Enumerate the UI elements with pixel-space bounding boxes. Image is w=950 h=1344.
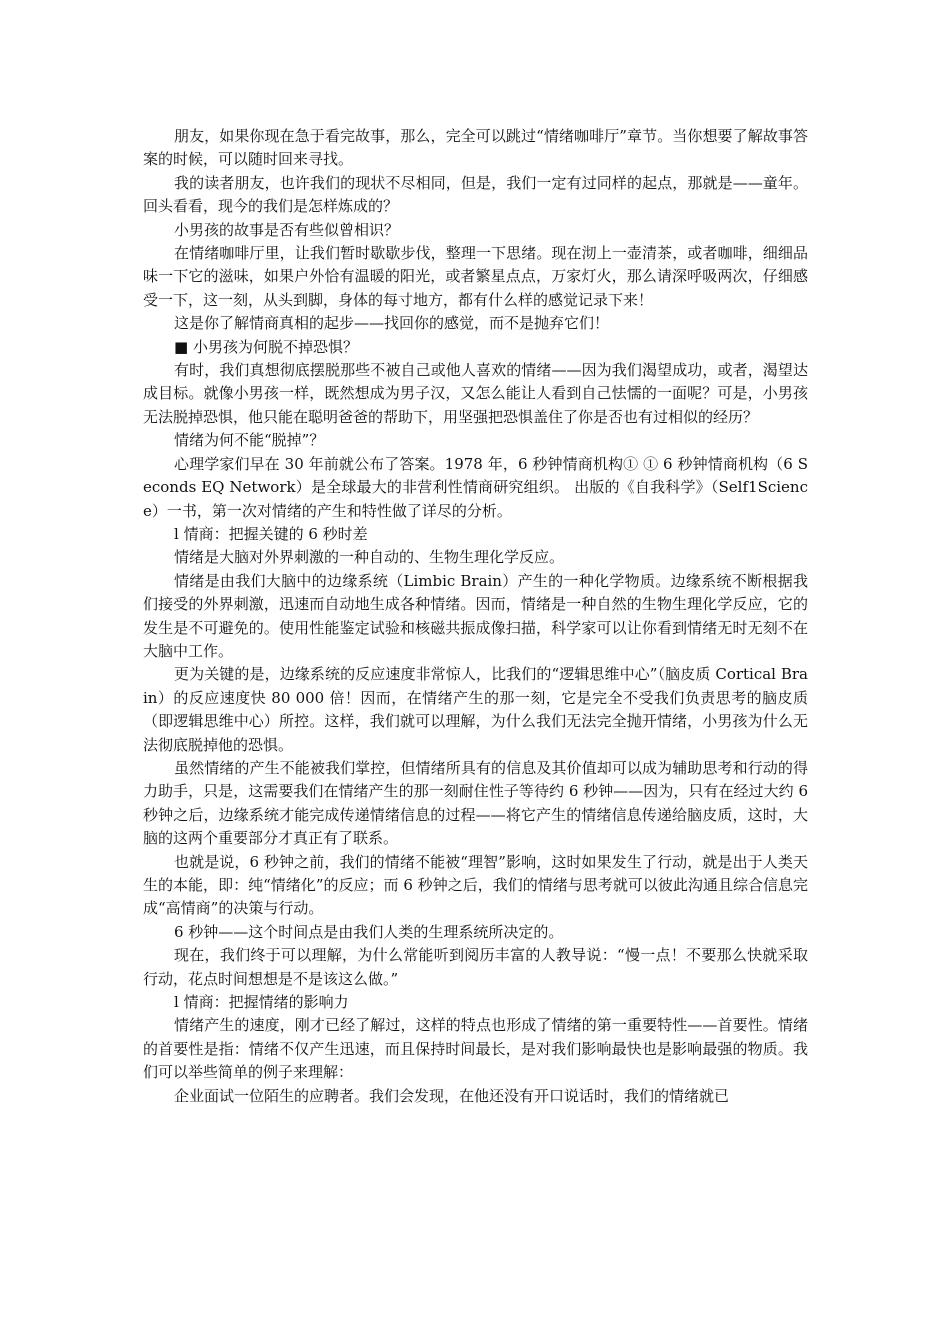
paragraph-19: 情绪产生的速度，刚才已经了解过，这样的特点也形成了情绪的第一重要特性——首要性。情绪的首要性是指：情绪不仅产生迅速，而且保持时间最长，是对我们影响最快也是影响最强的物质。我们可以举些简单的例子来理解：	[143, 1016, 808, 1082]
paragraph-5: 这是你了解情商真相的起步——找回你的感觉，而不是抛弃它们！	[174, 314, 610, 333]
paragraph-9: 心理学家们早在 30 年前就公布了答案。1978 年，6 秒钟情商机构① ① 6 秒钟情商机构（6 Seconds EQ Network）是全球最大的非营利性情商研究组织。 出版的《自我科学》（Self1Science）一书，第一次对情绪的产生和特性做了详尽的分析。	[143, 454, 808, 520]
paragraph-16: 6 秒钟——这个时间点是由我们人类的生理系统所决定的。	[174, 922, 564, 941]
paragraph-3: 小男孩的故事是否有些似曾相识？	[174, 220, 400, 239]
paragraph-12: 情绪是由我们大脑中的边缘系统（Limbic Brain）产生的一种化学物质。边缘系统不断根据我们接受的外界刺激，迅速而自动地生成各种情绪。因而，情绪是一种自然的生物生理化学反应，它的发生是不可避免的。使用性能鉴定试验和核磁共振成像扫描，科学家可以让你看到情绪无时无刻不在大脑中工作。	[143, 571, 808, 660]
paragraph-7: 有时，我们真想彻底摆脱那些不被自己或他人喜欢的情绪——因为我们渴望成功，或者，渴望达成目标。就像小男孩一样，既然想成为男子汉，又怎么能让人看到自己怯懦的一面呢？可是，小男孩无法脱掉恐惧，他只能在聪明爸爸的帮助下，用坚强把恐惧盖住了你是否也有过相似的经历？	[143, 361, 808, 426]
paragraph-4: 在情绪咖啡厅里，让我们暂时歇歇步伐，整理一下思绪。现在沏上一壶清茶，或者咖啡，细细品味一下它的滋味，如果户外恰有温暖的阳光，或者繁星点点，万家灯火，那么请深呼吸两次，仔细感受一下，这一刻，从头到脚，身体的每寸地方，都有什么样的感觉记录下来！	[143, 244, 808, 309]
document-body	[143, 125, 808, 1108]
paragraph-17: 现在，我们终于可以理解，为什么常能听到阅历丰富的人教导说：“慢一点！不要那么快就采取行动，花点时间想想是不是该这么做。”	[143, 946, 808, 988]
section-heading-fear: ■ 小男孩为何脱不掉恐惧？	[174, 337, 358, 356]
paragraph-20: 企业面试一位陌生的应聘者。我们会发现，在他还没有开口说话时，我们的情绪就已	[174, 1086, 730, 1105]
paragraph-14: 虽然情绪的产生不能被我们掌控，但情绪所具有的信息及其价值却可以成为辅助思考和行动的得力助手，只是，这需要我们在情绪产生的那一刻耐住性子等待约 6 秒钟——因为，只有在经过大约 6 秒钟之后，边缘系统才能完成传递情绪信息的过程——将它产生的情绪信息传递给脑皮质，这时，大脑的这两个重要部分才真正有了联系。	[143, 758, 808, 848]
paragraph-13: 更为关键的是，边缘系统的反应速度非常惊人，比我们的“逻辑思维中心”（脑皮质 Cortical Brain）的反应速度快 80 000 倍！因而，在情绪产生的那一刻，它是完全不受我们负责思考的脑皮质（即逻辑思维中心）所控。这样，我们就可以理解，为什么我们无法完全抛开情绪，小男孩为什么无法彻底脱掉他的恐惧。	[143, 665, 808, 754]
subheading-influence: l 情商：把握情绪的影响力	[174, 993, 349, 1012]
paragraph-11: 情绪是大脑对外界刺激的一种自动的、生物生理化学反应。	[174, 548, 565, 567]
paragraph-15: 也就是说，6 秒钟之前，我们的情绪不能被“理智”影响，这时如果发生了行动，就是出于人类天生的本能，即：纯“情绪化”的反应；而 6 秒钟之后，我们的情绪与思考就可以彼此沟通且综合信息完成“高情商”的决策与行动。	[143, 852, 808, 918]
paragraph-1: 朋友，如果你现在急于看完故事，那么，完全可以跳过“情绪咖啡厅”章节。当你想要了解故事答案的时候，可以随时回来寻找。	[143, 127, 808, 169]
subheading-six-seconds: l 情商：把握关键的 6 秒时差	[174, 524, 368, 543]
paragraph-8: 情绪为何不能“脱掉”？	[174, 431, 325, 450]
paragraph-2: 我的读者朋友，也许我们的现状不尽相同，但是，我们一定有过同样的起点，那就是——童年。回头看看，现今的我们是怎样炼成的？	[143, 173, 808, 216]
